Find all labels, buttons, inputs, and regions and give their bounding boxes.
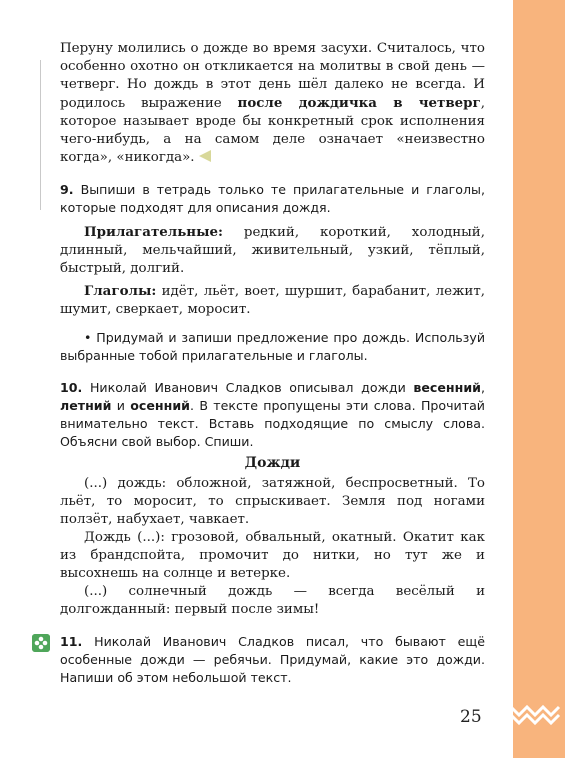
- verbs-label: Глаголы:: [84, 283, 157, 299]
- text-title: Дожди: [244, 455, 301, 471]
- adjectives-list: редкий, короткий, холодный, длинный, мельчайший, живительный, узкий, тёплый, быстрый, долгий.: [60, 225, 485, 276]
- task-11: [60, 633, 485, 687]
- separator: и: [111, 398, 131, 413]
- page-margin-strip: [513, 0, 565, 758]
- rain-paragraph-1: (...) дождь: обложной, затяжной, беспросветный. То льёт, то моросит, то спрыскивает. Земля под ногами ползёт, набухает, чавкает.: [60, 476, 485, 527]
- verbs-list: идёт, льёт, воет, шуршит, барабанит, лежит, шумит, сверкает, моросит.: [60, 284, 485, 317]
- intro-paragraph: [60, 40, 485, 167]
- task-11-number: 11.: [60, 634, 83, 649]
- task-9-text: [60, 181, 485, 217]
- task-9-number: 9.: [60, 182, 74, 197]
- rain-paragraph-3: (...) солнечный дождь — всегда весёлый и долгожданный: первый после зимы!: [60, 584, 485, 617]
- task-9-adjectives: [60, 223, 485, 278]
- word-autumn: осенний: [130, 398, 190, 413]
- task-10-instruction: . В тексте пропущены эти слова. Прочитай внимательно текст. Вставь подходящие по смыслу слова. Объясни свой выбор. Спиши.: [60, 398, 485, 449]
- adjectives-label: Прилагательные:: [84, 224, 223, 240]
- task-10-text: [60, 379, 485, 451]
- task-10-number: 10.: [60, 380, 83, 395]
- intro-bold-phrase: после дождичка в четверг: [237, 95, 481, 111]
- intro-text-2: , которое называет вроде бы конкретный срок исполнения чего-нибудь, а на самом деле означает «неизвестно когда», «никогда».: [60, 96, 485, 165]
- zigzag-ornament-icon: [511, 704, 561, 726]
- rain-paragraph-2: Дождь (...): грозовой, обвальный, окатный. Окатит как из брандспойта, промочит до нитки, но тут же и высохнешь на солнце и ветерке.: [60, 530, 485, 581]
- task-9-subtask: • Придумай и запиши предложение про дождь. Используй выбранные тобой прилагательные и глаголы.: [60, 330, 485, 363]
- margin-rule: [40, 60, 41, 210]
- intro-text-1: Перуну молились о дожде во время засухи. Считалось, что особенно охотно он откликается на молитвы в свой день — четверг. Но дождь в этот день шёл далеко не всегда. И родилось выражение: [60, 41, 485, 111]
- task-11-text: [60, 633, 485, 687]
- separator: ,: [480, 380, 485, 395]
- end-triangle-icon: [199, 150, 211, 162]
- task-11-instruction: Николай Иванович Сладков писал, что бывают ещё особенные дожди — ребячьи. Придумай, какие это дожди. Напиши об этом небольшой текст.: [60, 634, 485, 685]
- page-number: 25: [460, 707, 482, 727]
- task-10: [60, 379, 485, 619]
- task-9-verbs: [60, 282, 485, 319]
- creative-task-icon: [32, 634, 50, 652]
- page-content: [60, 40, 485, 687]
- word-summer: летний: [60, 398, 112, 413]
- word-spring: весенний: [413, 380, 481, 395]
- task-9-instruction: Выпиши в тетрадь только те прилагательные и глаголы, которые подходят для описания дождя.: [60, 182, 485, 215]
- task-10-intro: Николай Иванович Сладков описывал дожди: [82, 380, 414, 395]
- task-9: [60, 181, 485, 365]
